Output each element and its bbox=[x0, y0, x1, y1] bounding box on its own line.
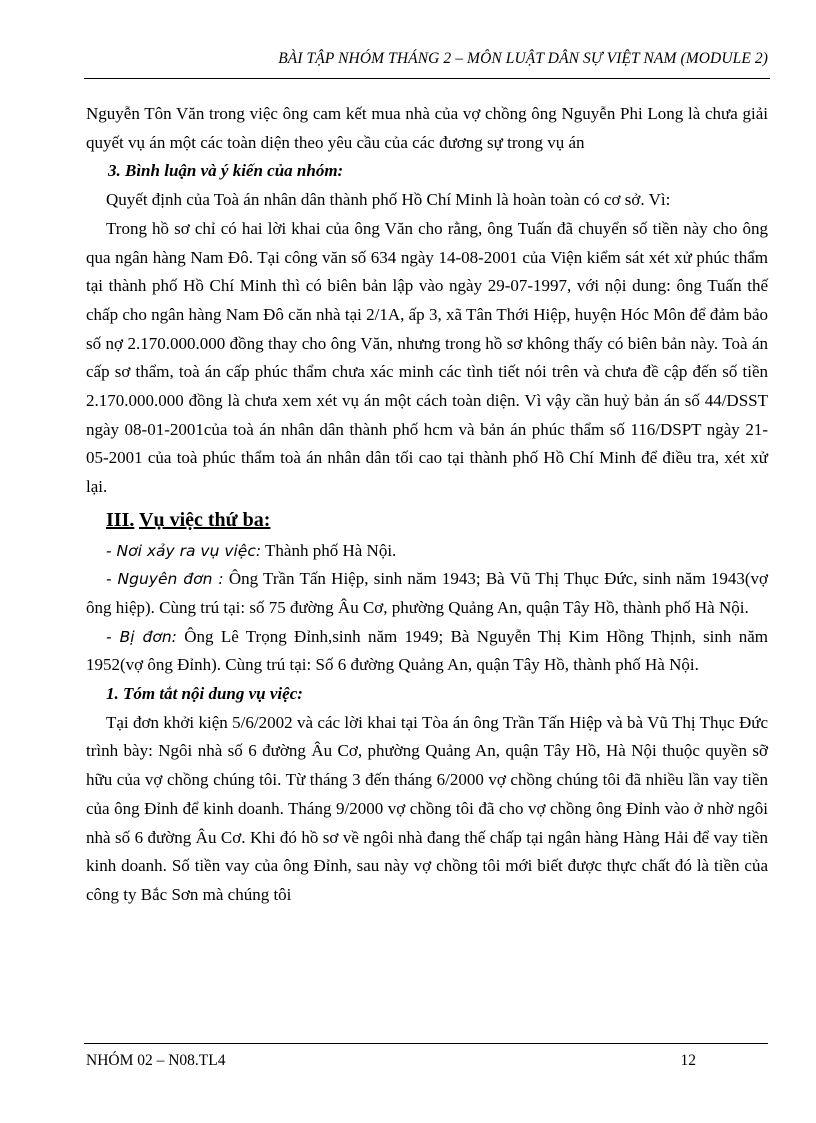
plaintiff-label: - Nguyên đơn : bbox=[106, 570, 224, 589]
running-header: BÀI TẬP NHÓM THÁNG 2 – MÔN LUẬT DÂN SỰ VIỆT NAM (MODULE 2) bbox=[278, 50, 768, 67]
defendant-line bbox=[86, 623, 768, 680]
defendant-value: Ông Lê Trọng Đỉnh,sinh năm 1949; Bà Nguyễn Thị Kim Hồng Thịnh, sinh năm 1952(vợ ông Đỉnh). Cùng trú tại: Số 6 đường Quảng An, quận Tây Hồ, thành phố Hà Nội. bbox=[86, 626, 768, 675]
case-number: III. bbox=[106, 508, 135, 531]
plaintiff-value: Ông Trần Tấn Hiệp, sinh năm 1943; Bà Vũ Thị Thục Đức, sinh năm 1943(vợ ông hiệp). Cùng trú tại: số 75 đường Âu Cơ, phường Quảng An, quận Tây Hồ, thành phố Hà Nội. bbox=[86, 569, 768, 617]
section-heading-comment: 3. Bình luận và ý kiến của nhóm: bbox=[108, 161, 344, 181]
paragraph-continuation: Nguyễn Tôn Văn trong việc ông cam kết mua nhà của vợ chồng ông Nguyễn Phi Long là chưa giải quyết vụ án một các toàn diện theo yêu cầu của các đương sự trong vụ án bbox=[86, 104, 768, 152]
case-title: Vụ việc thứ ba: bbox=[139, 508, 271, 531]
location-value: Thành phố Hà Nội. bbox=[261, 540, 397, 560]
footer-rule bbox=[84, 1043, 768, 1044]
document-body bbox=[86, 100, 768, 910]
paragraph-summary: Tại đơn khởi kiện 5/6/2002 và các lời khai tại Tòa án ông Trần Tấn Hiệp và bà Vũ Thị Thục Đức trình bày: Ngôi nhà số 6 đường Âu Cơ, phường Quảng An, quận Tây Hồ, Hà Nội thuộc quyền sỡ hữu của vợ chồng chúng tôi. Từ tháng 3 đến tháng 6/2000 vợ chồng chúng tôi đã nhiều lần vay tiền của ông Đỉnh để kinh doanh. Tháng 9/2000 vợ chồng tôi đã cho vợ chồng ông Đỉnh vào ở nhờ ngôi nhà số 6 đường Âu Cơ. Khi đó hồ sơ về ngôi nhà đang thế chấp tại ngân hàng Hàng Hải để vay tiền kinh doanh. Số tiền vay của ông Đỉnh, sau này vợ chồng tôi mới biết được thực chất đó là tiền của công ty Bắc Sơn mà chúng tôi bbox=[86, 712, 768, 904]
case-heading bbox=[86, 506, 768, 535]
paragraph-reasoning: Trong hồ sơ chỉ có hai lời khai của ông Văn cho rằng, ông Tuấn đã chuyển số tiền này cho ông qua ngân hàng Nam Đô. Tại công văn số 634 ngày 14-08-2001 của Viện kiểm sát xét xử phúc thẩm tại thành phố Hồ Chí Minh thì có biên bản lập vào ngày 29-07-1997, với nội dung: ông Tuấn thế chấp cho ngân hàng Nam Đô căn nhà tại 2/1A, ấp 3, xã Tân Thới Hiệp, huyện Hóc Môn để đảm bảo số nợ 2.170.000.000 đồng thay cho ông Văn, nhưng trong hồ sơ không thấy có biên bản này. Toà án cấp sơ thẩm, toà án cấp phúc thẩm chưa xác minh các tình tiết nói trên và chưa đề cập đến số tiền 2.170.000.000 đồng là chưa xem xét vụ án một cách toàn diện. Vì vậy cần huỷ bản án số 44/DSST ngày 08-01-2001của toà án nhân dân thành phố hcm và bản án phúc thẩm số 116/DSPT ngày 21-05-2001 của toà phúc thẩm toà án nhân dân tối cao tại thành phố Hồ Chí Minh để điều tra, xét xử lại. bbox=[86, 218, 768, 497]
header-rule bbox=[84, 78, 770, 79]
page-number: 12 bbox=[680, 1052, 696, 1069]
plaintiff-line bbox=[86, 565, 768, 622]
section-heading-summary: 1. Tóm tắt nội dung vụ việc: bbox=[106, 684, 303, 704]
defendant-label: - Bị đơn: bbox=[106, 627, 177, 646]
location-label: - Nơi xảy ra vụ việc: bbox=[106, 541, 262, 560]
location-line bbox=[86, 537, 768, 566]
paragraph-decision: Quyết định của Toà án nhân dân thành phố Hồ Chí Minh là hoàn toàn có cơ sở. Vì: bbox=[106, 190, 671, 210]
footer-group-label: NHÓM 02 – N08.TL4 bbox=[86, 1052, 226, 1069]
